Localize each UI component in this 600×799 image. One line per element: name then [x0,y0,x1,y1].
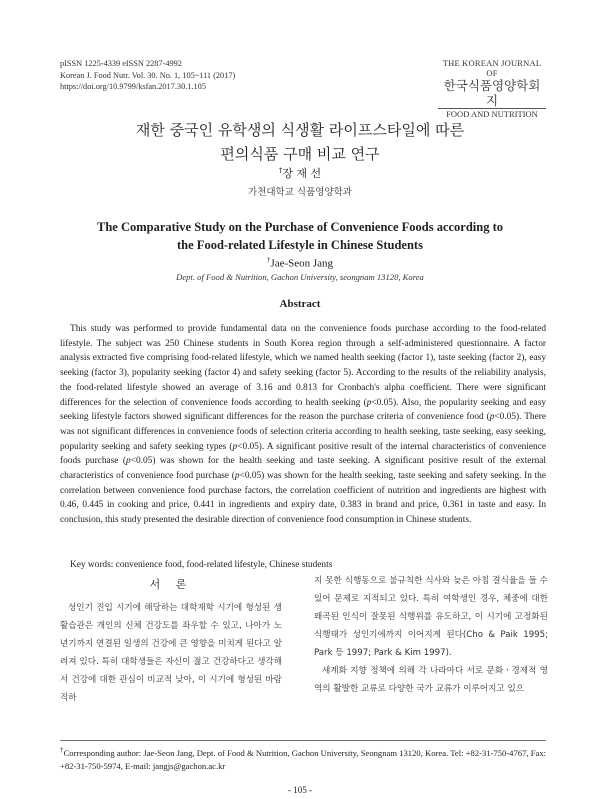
author-mark-en: † [266,256,271,264]
footnote-divider [60,740,546,741]
author-korean [0,165,600,181]
abstract-part-4: <0.05). A significant positive result of the internal characteristics of convenience foods purchase ( [60,441,546,467]
author-english-name: Jae-Seon Jang [270,257,334,270]
abstract-body [60,322,546,528]
p-symbol: p [489,412,495,423]
abstract-part-3: <0.05). There was not significant differences in convenience foods of selection criteria according to health seeking, taste seeking, easy seeking, popularity seeking and safety seeking types ( [60,412,546,452]
footnote-text: Corresponding author: Jae-Seon Jang, Dept. of Food & Nutrition, Gachon University, Seongnam 13120, Korea. Tel: +82-31-750-4767, Fax: +82-31-750-5974, E-mail: jangjs@gachon.ac.kr [60,747,547,772]
intro-column-2-paragraph-1: 지 못한 식행동으로 불규칙한 식사와 늦은 아침 결식율을 들 수 있어 문제로 지적되고 있다. 특히 여학생인 경우, 체중에 대한 왜곡된 인식이 잘못된 식행위를 유도하고, 이 시기에 고정화된 식행태가 성인기에까지 이어지게 된다(Cho & Paik 1995; Park 등 1997; Park & Kim 1997). [314,576,548,658]
intro-column-2-paragraph-2: 세계화 지향 정책에 의해 각 나라마다 서로 문화ㆍ경제적 영역의 활발한 교류로 다양한 국가 교류가 이루어지고 있으 [314,666,548,694]
affiliation-korean: 가천대학교 식품영양학과 [248,187,352,198]
citation-line: Korean J. Food Nutr. Vol. 30. No. 1, 105~111 (2017) [60,70,236,80]
abstract-heading: Abstract [279,298,321,310]
title-korean-line-1: 재한 중국인 유학생의 식생활 라이프스타일에 따른 [135,121,465,139]
abstract-part-1: This study was performed to provide fundamental data on the convenience foods purchase according to the food-related lifestyle. The subject was 250 Chinese students in South Korea region through a self-administered questionnaire. A factor analysis extracted five comprising food-related lifestyle, which we named health seeking (factor 1), taste seeking (factor 2), easy seeking (factor 3), popularity seeking (factor 4) and safety seeking (factor 5). According to the results of the reliability analysis, the food-related lifestyle showed an average of 3.16 and 0.813 for Cronbach's alpha coefficient. There were significant differences for the selection of convenience foods according to health seeking ( [60,324,546,408]
title-korean [0,118,600,166]
title-korean-line-2: 편의식품 구매 비교 연구 [220,145,380,163]
doi-link[interactable]: https://doi.org/10.9799/ksfan.2017.30.1.105 [60,82,206,91]
p-symbol: p [126,456,131,467]
affiliation-english: Dept. of Food & Nutrition, Gachon University, seongnam 13120, Korea [176,272,424,282]
abstract-part-6: <0.05) was shown for the health seeking, taste seeking and safety seeking. In the correlation between convenience food purchase factors, the correlation coefficient of nutrition and ingredients are highest with 0.46, 0.445 in cooking and price, 0.441 in ingredients and expiry date, 0.383 in brand and price, 0.361 in taste and easy. In conclusion, this study presented the desirable direction of convenience food consumption in Chinese students. [60,471,546,526]
intro-column-2 [314,572,548,698]
footnote-mark: † [60,746,64,754]
section-heading-introduction: 서 론 [149,578,193,591]
abstract-part-5: <0.05) was shown for the health seeking and taste seeking. A significant positive result of the external characteristics of convenience food purchase ( [60,456,546,482]
footnote [60,744,546,774]
abstract-part-2: <0.05). Also, the popularity seeking and easy seeking lifestyle factors showed significant differences for the reason the purchase criteria of convenience food ( [60,397,546,423]
p-symbol: p [366,397,372,408]
keywords: Key words: convenience food, food-related lifestyle, Chinese students [70,560,333,570]
p-symbol: p [234,471,240,482]
journal-line-1: THE KOREAN JOURNAL OF [442,58,542,78]
page-number: - 105 - [288,785,312,795]
intro-column-1: 성인기 진입 시기에 해당하는 대학재학 시기에 형성된 생활습관은 개인의 신체 건강도를 좌우할 수 있고, 나아가 노년기까지 연결된 일생의 건강에 큰 영향을 미치게 된다고 알려져 있다. 특히 대학생들은 자신이 젊고 건강하다고 생각해서 건강에 대한 관심이 비교적 낮아, 이 시기에 형성된 바람직하 [60,603,282,703]
journal-line-2: 한국식품영양학회지 [443,78,541,108]
author-mark: † [278,166,283,175]
title-english-line-1: The Comparative Study on the Purchase of Convenience Foods according to [96,220,503,234]
p-symbol: p [232,441,238,452]
author-english [0,256,600,270]
header-info [60,58,235,93]
title-english-line-2: the Food-related Lifestyle in Chinese Students [177,238,423,252]
journal-line-3: FOOD AND NUTRITION [438,108,546,119]
issn-line: pISSN 1225-4339 eISSN 2287-4992 [60,59,182,68]
title-english [60,218,540,254]
journal-logo [438,58,546,119]
author-korean-name: 장 재 선 [282,167,322,180]
